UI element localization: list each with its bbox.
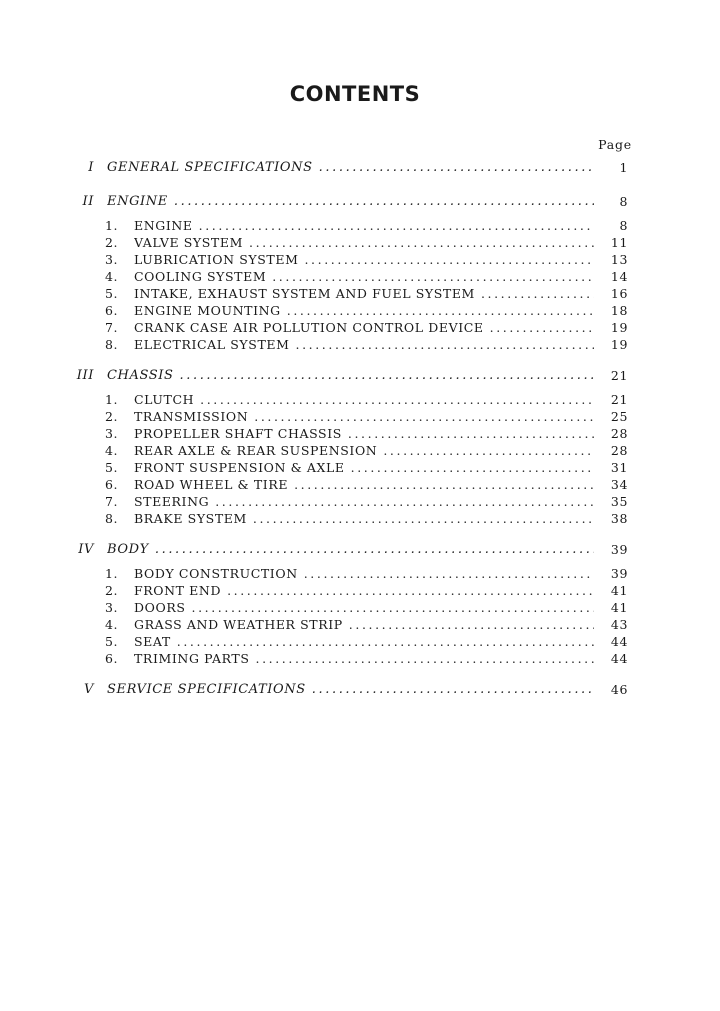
subsection-list <box>0 566 720 668</box>
item-title-leader <box>134 477 594 492</box>
item-title-leader <box>134 252 594 267</box>
page-title: CONTENTS <box>289 82 421 106</box>
item-number: 1. <box>105 392 119 407</box>
item-title-leader <box>134 320 594 335</box>
item-page-number: 16 <box>610 286 628 301</box>
dot-leader <box>227 583 594 598</box>
item-title: ELECTRICAL SYSTEM <box>134 337 290 352</box>
item-title: CLUTCH <box>134 392 195 407</box>
dot-leader <box>155 542 594 557</box>
toc-item-row <box>0 218 720 235</box>
toc-item-row <box>0 600 720 617</box>
toc-item-row <box>0 477 720 494</box>
item-page-number: 8 <box>619 218 628 233</box>
dot-leader <box>177 634 594 649</box>
toc-item-row <box>0 235 720 252</box>
item-number: 5. <box>105 286 119 301</box>
section-numeral: I <box>88 160 94 175</box>
section-title-leader <box>107 542 594 557</box>
toc-item-row <box>0 443 720 460</box>
item-title: STEERING <box>134 494 210 509</box>
dot-leader <box>294 477 594 492</box>
section-page-number: 1 <box>619 160 628 175</box>
item-page-number: 41 <box>610 600 628 615</box>
item-number: 8. <box>105 511 119 526</box>
section-title: CHASSIS <box>107 368 174 383</box>
toc-item-row <box>0 494 720 511</box>
dot-leader <box>256 651 594 666</box>
item-title: ENGINE MOUNTING <box>134 303 281 318</box>
section-title: SERVICE SPECIFICATIONS <box>107 682 306 697</box>
subsection-list <box>0 218 720 354</box>
item-title: COOLING SYSTEM <box>134 269 267 284</box>
toc-item-row <box>0 617 720 634</box>
item-title: PROPELLER SHAFT CHASSIS <box>134 426 342 441</box>
item-page-number: 14 <box>610 269 628 284</box>
item-page-number: 35 <box>610 494 628 509</box>
item-number: 4. <box>105 617 119 632</box>
dot-leader <box>296 337 594 352</box>
dot-leader <box>174 194 594 209</box>
item-number: 7. <box>105 320 119 335</box>
item-title-leader <box>134 235 594 250</box>
section-title: GENERAL SPECIFICATIONS <box>107 160 313 175</box>
toc-item-row <box>0 460 720 477</box>
table-of-contents <box>0 160 720 702</box>
dot-leader <box>199 218 594 233</box>
item-title-leader <box>134 600 594 615</box>
section-title-leader <box>107 682 594 697</box>
section-page-number: 8 <box>619 194 628 209</box>
item-title-leader <box>134 392 594 407</box>
item-number: 3. <box>105 600 119 615</box>
item-title-leader <box>134 337 594 352</box>
dot-leader <box>180 368 595 383</box>
item-number: 2. <box>105 409 119 424</box>
dot-leader <box>312 682 594 697</box>
item-page-number: 44 <box>610 651 628 666</box>
dot-leader <box>215 494 594 509</box>
toc-item-row <box>0 337 720 354</box>
item-page-number: 11 <box>610 235 628 250</box>
item-title-leader <box>134 583 594 598</box>
item-title: BODY CONSTRUCTION <box>134 566 298 581</box>
item-number: 2. <box>105 583 119 598</box>
toc-section-row <box>0 682 720 702</box>
dot-leader <box>254 409 594 424</box>
item-page-number: 31 <box>610 460 628 475</box>
item-title: FRONT END <box>134 583 222 598</box>
toc-section-row <box>0 160 720 180</box>
subsection-list <box>0 392 720 528</box>
item-title: FRONT SUSPENSION & AXLE <box>134 460 345 475</box>
toc-item-row <box>0 303 720 320</box>
item-title: GRASS AND WEATHER STRIP <box>134 617 343 632</box>
item-page-number: 44 <box>610 634 628 649</box>
item-title: TRIMING PARTS <box>134 651 250 666</box>
item-page-number: 41 <box>610 583 628 598</box>
section-title: ENGINE <box>107 194 168 209</box>
toc-section-row <box>0 542 720 562</box>
item-number: 8. <box>105 337 119 352</box>
section-title-leader <box>107 368 594 383</box>
item-number: 4. <box>105 269 119 284</box>
item-title: BRAKE SYSTEM <box>134 511 247 526</box>
toc-item-row <box>0 651 720 668</box>
toc-section-row <box>0 194 720 214</box>
dot-leader <box>192 600 595 615</box>
toc-section-row <box>0 368 720 388</box>
dot-leader <box>249 235 594 250</box>
section-page-number: 39 <box>610 542 628 557</box>
item-page-number: 28 <box>610 443 628 458</box>
dot-leader <box>349 617 594 632</box>
item-title: CRANK CASE AIR POLLUTION CONTROL DEVICE <box>134 320 484 335</box>
section-page-number: 21 <box>610 368 628 383</box>
item-title: DOORS <box>134 600 186 615</box>
item-title: REAR AXLE & REAR SUSPENSION <box>134 443 378 458</box>
dot-leader <box>383 443 594 458</box>
dot-leader <box>272 269 594 284</box>
item-number: 1. <box>105 566 119 581</box>
item-title: TRANSMISSION <box>134 409 249 424</box>
toc-item-row <box>0 392 720 409</box>
item-number: 6. <box>105 651 119 666</box>
toc-item-row <box>0 426 720 443</box>
section-numeral: II <box>82 194 94 209</box>
item-number: 6. <box>105 477 119 492</box>
dot-leader <box>200 392 594 407</box>
dot-leader <box>490 320 594 335</box>
item-title-leader <box>134 494 594 509</box>
section-numeral: IV <box>78 542 94 557</box>
item-title-leader <box>134 269 594 284</box>
item-number: 7. <box>105 494 119 509</box>
item-number: 3. <box>105 426 119 441</box>
toc-item-row <box>0 583 720 600</box>
item-title-leader <box>134 218 594 233</box>
toc-item-row <box>0 409 720 426</box>
item-number: 5. <box>105 460 119 475</box>
item-page-number: 34 <box>610 477 628 492</box>
item-title-leader <box>134 566 594 581</box>
dot-leader <box>481 286 594 301</box>
dot-leader <box>348 426 594 441</box>
item-number: 1. <box>105 218 119 233</box>
item-title-leader <box>134 511 594 526</box>
toc-item-row <box>0 566 720 583</box>
page-column-label: Page <box>598 137 632 152</box>
toc-item-row <box>0 286 720 303</box>
item-title: LUBRICATION SYSTEM <box>134 252 299 267</box>
dot-leader <box>253 511 594 526</box>
item-title-leader <box>134 617 594 632</box>
item-page-number: 39 <box>610 566 628 581</box>
item-number: 2. <box>105 235 119 250</box>
section-title-leader <box>107 160 594 175</box>
toc-item-row <box>0 634 720 651</box>
item-page-number: 38 <box>610 511 628 526</box>
item-title: SEAT <box>134 634 171 649</box>
dot-leader <box>304 252 594 267</box>
item-title-leader <box>134 286 594 301</box>
item-page-number: 13 <box>610 252 628 267</box>
item-number: 3. <box>105 252 119 267</box>
dot-leader <box>351 460 594 475</box>
toc-item-row <box>0 320 720 337</box>
item-title: ROAD WHEEL & TIRE <box>134 477 289 492</box>
section-numeral: V <box>84 682 94 697</box>
item-title-leader <box>134 303 594 318</box>
item-title-leader <box>134 651 594 666</box>
toc-item-row <box>0 252 720 269</box>
item-page-number: 19 <box>610 337 628 352</box>
dot-leader <box>319 160 594 175</box>
item-page-number: 21 <box>610 392 628 407</box>
section-page-number: 46 <box>610 682 628 697</box>
section-title: BODY <box>107 542 149 557</box>
item-title: INTAKE, EXHAUST SYSTEM AND FUEL SYSTEM <box>134 286 475 301</box>
toc-item-row <box>0 511 720 528</box>
item-page-number: 18 <box>610 303 628 318</box>
item-page-number: 19 <box>610 320 628 335</box>
item-title-leader <box>134 409 594 424</box>
item-title-leader <box>134 460 594 475</box>
item-number: 6. <box>105 303 119 318</box>
item-title-leader <box>134 426 594 441</box>
item-number: 5. <box>105 634 119 649</box>
item-title-leader <box>134 634 594 649</box>
item-title: VALVE SYSTEM <box>134 235 243 250</box>
item-page-number: 28 <box>610 426 628 441</box>
item-page-number: 25 <box>610 409 628 424</box>
dot-leader <box>304 566 594 581</box>
item-page-number: 43 <box>610 617 628 632</box>
item-title: ENGINE <box>134 218 193 233</box>
section-numeral: III <box>76 368 94 383</box>
item-number: 4. <box>105 443 119 458</box>
toc-item-row <box>0 269 720 286</box>
dot-leader <box>287 303 594 318</box>
item-title-leader <box>134 443 594 458</box>
section-title-leader <box>107 194 594 209</box>
